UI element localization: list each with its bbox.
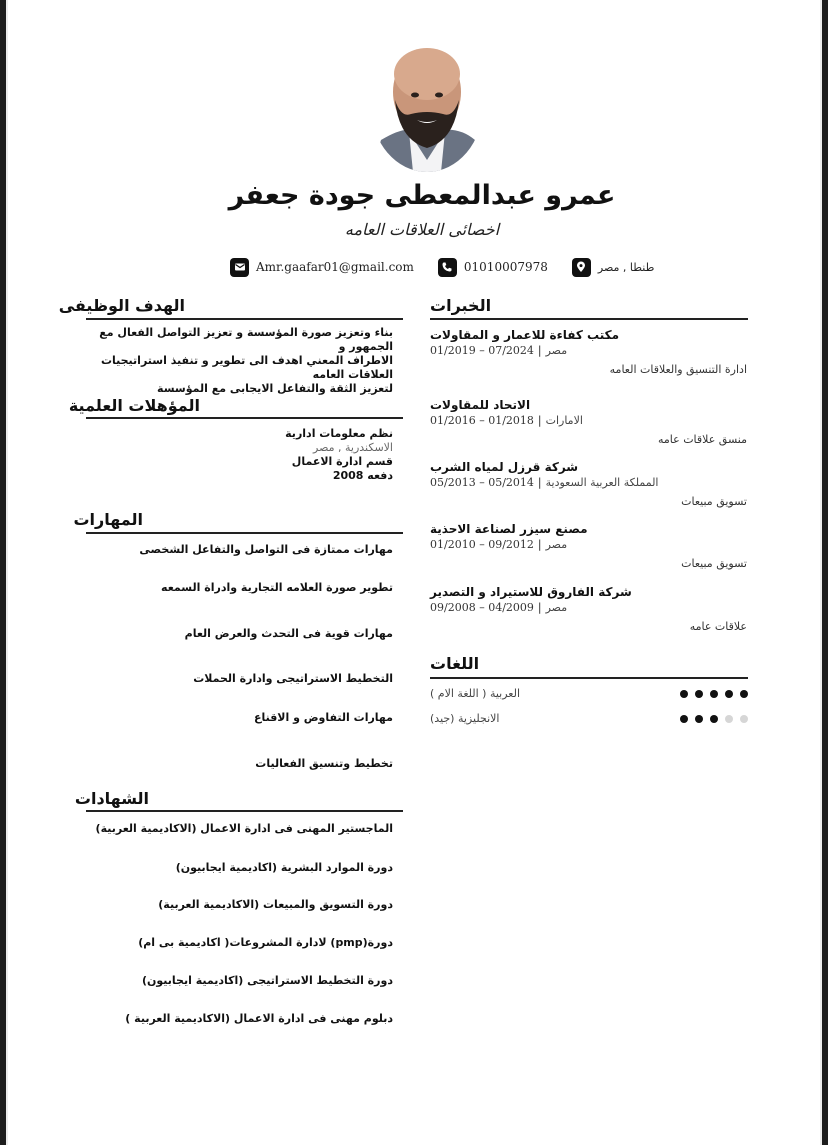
experience-item bbox=[430, 398, 747, 446]
level-dot-filled bbox=[680, 690, 688, 698]
certificates-heading: الشهادات bbox=[74, 789, 149, 808]
level-dot-filled bbox=[680, 715, 688, 723]
experience-meta bbox=[430, 538, 747, 551]
skills-divider bbox=[86, 532, 403, 534]
education-block bbox=[285, 427, 393, 483]
phone-text[interactable]: 01010007978 bbox=[463, 260, 548, 274]
level-dot-filled bbox=[695, 715, 703, 723]
certificate-item: دورة الموارد البشرية (اكاديمية ايجابيون) bbox=[175, 861, 393, 874]
education-location: الاسكندرية , مصر bbox=[313, 441, 393, 454]
department: قسم ادارة الاعمال bbox=[291, 455, 393, 468]
certificate-item: دورة التخطيط الاستراتيجى (اكاديمية ايجابيون) bbox=[141, 974, 393, 987]
level-dot-filled bbox=[710, 715, 718, 723]
profile-photo bbox=[371, 40, 483, 172]
level-dot-filled bbox=[740, 690, 748, 698]
location: مصر bbox=[545, 344, 568, 357]
level-dot-filled bbox=[695, 690, 703, 698]
map-pin-icon bbox=[572, 258, 591, 277]
certificate-item: دورة(pmp) لادارة المشروعات( اكاديمية بى ام) bbox=[138, 936, 393, 949]
role: ادارة التنسيق والعلاقات العامه bbox=[609, 363, 747, 376]
language-name: العربية ( اللغة الام ) bbox=[430, 687, 521, 700]
company-name: مكتب كفاءة للاعمار و المقاولات bbox=[430, 328, 620, 342]
level-dot-empty bbox=[740, 715, 748, 723]
email-text[interactable]: Amr.gaafar01@gmail.com bbox=[256, 260, 414, 274]
dates: 01/2019 – 07/2024 bbox=[430, 344, 534, 357]
company-name: شركة الفاروق للاستيراد و التصدير bbox=[430, 585, 632, 599]
graduation-class: دفعه 2008 bbox=[332, 469, 393, 482]
contact-phone[interactable] bbox=[438, 258, 548, 277]
separator: | bbox=[537, 601, 542, 614]
location: المملكة العربية السعودية bbox=[545, 476, 659, 489]
language-row bbox=[430, 712, 748, 725]
languages-heading: اللغات bbox=[430, 654, 480, 673]
envelope-icon bbox=[230, 258, 249, 277]
experience-item bbox=[430, 585, 747, 633]
languages-divider bbox=[430, 677, 748, 679]
phone-icon bbox=[438, 258, 457, 277]
dates: 01/2010 – 09/2012 bbox=[430, 538, 534, 551]
resume-page bbox=[6, 0, 822, 1145]
contact-location bbox=[572, 258, 654, 277]
dates: 09/2008 – 04/2009 bbox=[430, 601, 534, 614]
skill-item: مهارات ممتازة فى التواصل والتفاعل الشخصى bbox=[139, 543, 393, 556]
level-dot-filled bbox=[710, 690, 718, 698]
company-name: الاتحاد للمقاولات bbox=[430, 398, 531, 412]
skill-item: تخطيط وتنسيق الفعاليات bbox=[255, 757, 393, 770]
location: مصر bbox=[545, 538, 568, 551]
objective-heading: الهدف الوظيفى bbox=[58, 296, 185, 315]
contact-row bbox=[230, 257, 654, 277]
location: مصر bbox=[545, 601, 568, 614]
job-title: اخصائى العلاقات العامه bbox=[344, 220, 500, 239]
language-row bbox=[430, 687, 748, 700]
certificate-item: دبلوم مهنى فى ادارة الاعمال (الاكاديمية العربية ) bbox=[125, 1012, 393, 1025]
role: منسق علاقات عامه bbox=[658, 433, 747, 446]
experience-meta bbox=[430, 476, 747, 489]
objective-line: الاطراف المعني اهدف الى تطوير و تنفيذ استراتيجيات العلاقات العامه bbox=[100, 354, 393, 381]
skills-heading: المهارات bbox=[73, 510, 143, 529]
experience-meta bbox=[430, 414, 747, 427]
certificate-item: الماجستير المهنى فى ادارة الاعمال (الاكاديمية العربية) bbox=[95, 822, 393, 835]
role: تسويق مبيعات bbox=[681, 495, 747, 508]
language-name: الانجليزية (جيد) bbox=[430, 712, 500, 725]
experience-item bbox=[430, 328, 747, 376]
skill-item: مهارات قوية فى التحدث والعرض العام bbox=[184, 627, 393, 640]
separator: | bbox=[537, 344, 542, 357]
objective-divider bbox=[86, 318, 403, 320]
experience-divider bbox=[430, 318, 748, 320]
experience-meta bbox=[430, 344, 747, 357]
company-name: مصنع سيزر لصناعة الاحذية bbox=[430, 522, 588, 536]
separator: | bbox=[537, 476, 542, 489]
dates: 01/2016 – 01/2018 bbox=[430, 414, 534, 427]
language-level bbox=[680, 715, 748, 723]
level-dot-filled bbox=[725, 690, 733, 698]
experience-heading: الخبرات bbox=[430, 296, 492, 315]
language-level bbox=[680, 690, 748, 698]
education-divider bbox=[86, 417, 403, 419]
separator: | bbox=[537, 414, 542, 427]
separator: | bbox=[537, 538, 542, 551]
experience-item bbox=[430, 522, 747, 570]
location-text: طنطا , مصر bbox=[597, 260, 655, 274]
skill-item: مهارات التفاوض و الاقناع bbox=[253, 711, 393, 724]
skill-item: التخطيط الاستراتيجى وادارة الحملات bbox=[193, 672, 393, 685]
education-heading: المؤهلات العلمية bbox=[68, 396, 200, 415]
dates: 05/2013 – 05/2014 bbox=[430, 476, 534, 489]
experience-item bbox=[430, 460, 747, 508]
role: تسويق مبيعات bbox=[681, 557, 747, 570]
company-name: شركة قرزل لمياه الشرب bbox=[430, 460, 579, 474]
objective-text bbox=[73, 326, 393, 396]
role: علاقات عامه bbox=[689, 620, 747, 633]
certificate-item: دورة التسويق والمبيعات (الاكاديمية العربية) bbox=[158, 898, 393, 911]
contact-email[interactable] bbox=[230, 258, 414, 277]
skill-item: تطوير صورة العلامه التجارية وادراة السمعه bbox=[161, 581, 393, 594]
certificates-divider bbox=[86, 810, 403, 812]
objective-line: لتعزيز الثقة والتفاعل الايجابى مع المؤسسة bbox=[157, 382, 393, 395]
objective-line: بناء وتعزيز صورة المؤسسة و تعزيز التواصل الفعال مع الجمهور و bbox=[99, 326, 393, 353]
experience-meta bbox=[430, 601, 747, 614]
full-name: عمرو عبدالمعطى جودة جعفر bbox=[228, 180, 616, 211]
level-dot-empty bbox=[725, 715, 733, 723]
degree: نظم معلومات ادارية bbox=[285, 427, 393, 440]
location: الامارات bbox=[545, 414, 583, 427]
